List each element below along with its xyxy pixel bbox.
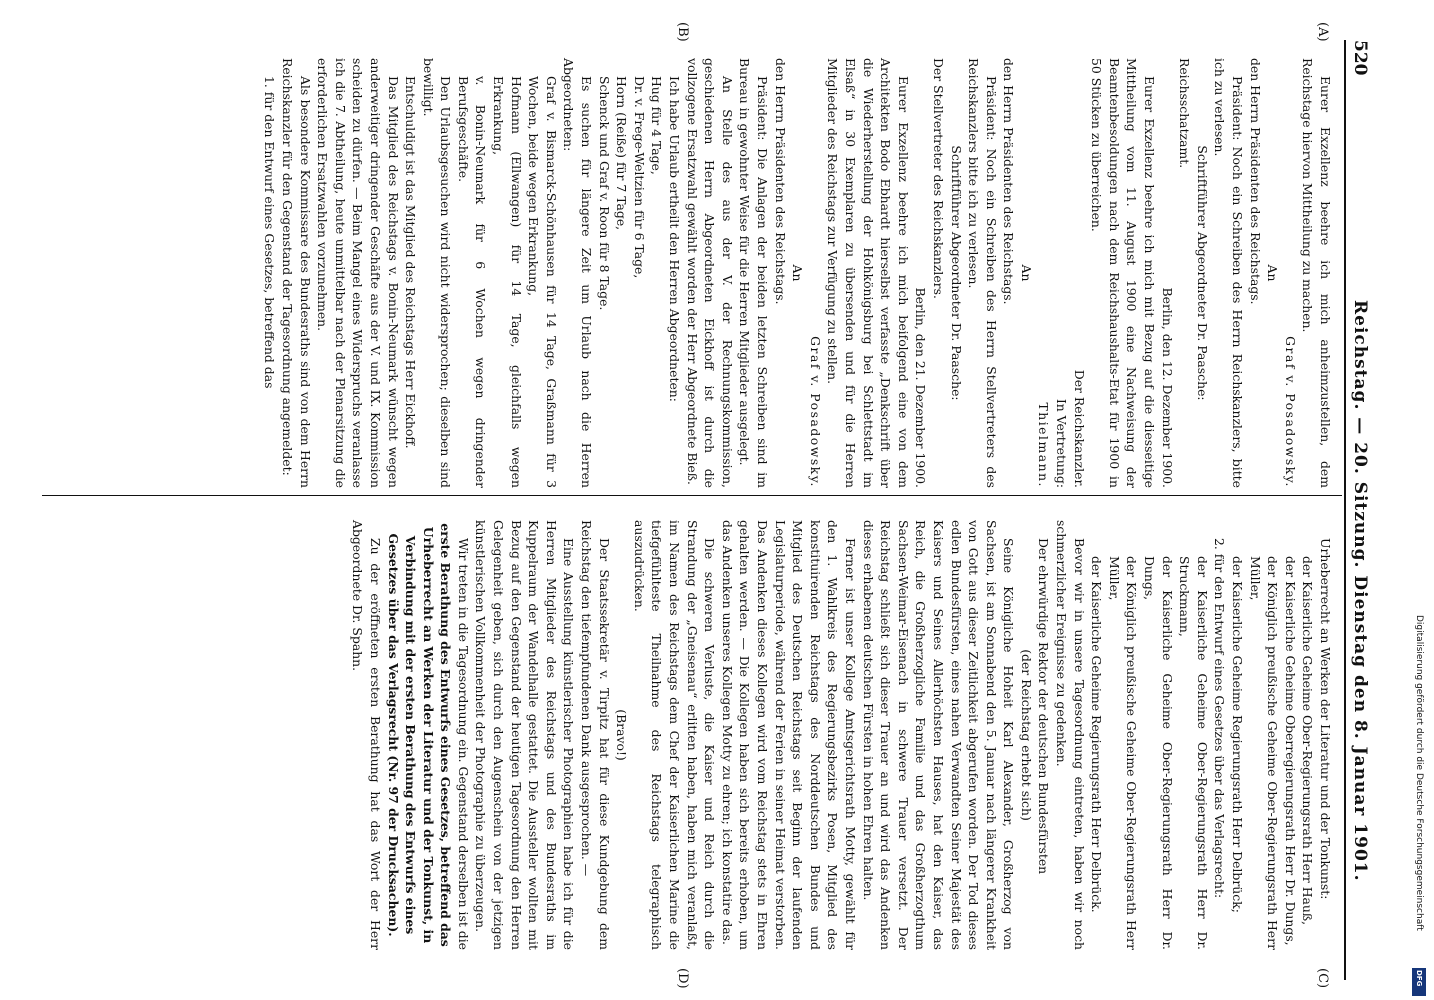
speaker-line: Schriftführer Abgeordneter Dr. Paasche: bbox=[1194, 145, 1210, 401]
list-item: der Königlich preußische Geheime Ober-Regierungsrath Herr Müller, bbox=[1247, 556, 1281, 950]
address-line: den Herrn Präsidenten des Reichstags. bbox=[1001, 58, 1017, 305]
list-item: der Kaiserliche Geheime Ober-Regierungsrath Herr Dr. Dungs, bbox=[1142, 556, 1175, 950]
dateline: Berlin, den 21. Dezember 1900. bbox=[913, 287, 929, 488]
paragraph: Seine Königliche Hoheit Karl Alexander, Großherzog von Sachsen, ist am Sonnabend den 5. Januar nach längerer Krankheit von Gott aus dieser Zeitlichkeit abgerufen worden. Der Tod dieses edlen Bundesfürsten, eines nahen Verwandten Seiner Majestät des Kaisers und Seines Allerhöchsten Hauses, hat den Kaiser, das Reich, die Großherzogliche Familie und das Großherzogthum Sachsen-Weimar-Eisenach in schwere Trauer versetzt. Der Reichstag schließt sich dieser Trauer an und wird das Andenken dieses erhabenen deutschen Fürsten in hohen Ehren halten. bbox=[860, 520, 1017, 950]
signature: In Vertretung: bbox=[1054, 398, 1070, 488]
digitization-note bbox=[1412, 615, 1426, 995]
list-item: Hug für 4 Tage, bbox=[649, 76, 665, 175]
paragraph: Entschuldigt ist das Mitglied des Reichstags Herr Eickhoff. bbox=[403, 76, 419, 449]
list-item: 2. für den Entwurf eines Gesetzes über das Verlagsrecht: bbox=[1212, 538, 1228, 899]
list-item: Horn (Reiße) für 7 Tage, bbox=[614, 76, 630, 231]
paragraph: Als besondere Kommissare des Bundesraths sind von dem Herrn Reichskanzler für den Gegenstand der Tagesordnung angemeldet: bbox=[279, 58, 313, 488]
column-divider bbox=[42, 495, 1342, 496]
digitization-note-text: Digitalisierung gefördert durch die Deutsche Forschungsgemeinschaft bbox=[1414, 615, 1424, 931]
paragraph: Eurer Exzellenz beehre ich mich mit Bezug auf die diesseitige Mittheilung vom 11. August 1900 eine Nachweisung der Beamtenbesoldungen nach dem Reichshaushalts-Etat für 1900 in 50 Stücken zu überreichen. bbox=[1089, 58, 1158, 488]
margin-marker-c: (C) bbox=[1315, 968, 1330, 989]
stage-direction: (Bravo!) bbox=[614, 709, 630, 761]
list-item: Urheberrecht an Werken der Literatur und der Tonkunst: bbox=[1318, 538, 1333, 900]
page-number: 520 bbox=[1350, 40, 1370, 76]
signature: Der Reichskanzler. bbox=[1071, 369, 1087, 488]
margin-marker-d: (D) bbox=[675, 968, 690, 989]
list-item: der Kaiserliche Geheime Regierungsrath Herr Delbrück; bbox=[1230, 556, 1246, 913]
paragraph: Präsident: Die Anlagen der beiden letzten Schreiben sind im Bureau in gewohnter Weise für die Herren Mitglieder ausgelegt. bbox=[737, 58, 770, 488]
list-item: Dr. v. Frege-Weltzien für 6 Tage, bbox=[631, 76, 647, 279]
list-item: Graf v. Bismarck-Schönhausen für 14 Tage, Graßmann für 3 Wochen, beide wegen Erkrankung, bbox=[526, 76, 559, 488]
list-item: der Kaiserliche Geheime Ober-Regierungsrath Herr Hauß, bbox=[1300, 556, 1316, 926]
list-item: der Kaiserliche Geheime Ober-Regierungsrath Herr Dr. Struckmann, bbox=[1177, 556, 1210, 950]
paragraph: Eurer Exzellenz beehre ich mich beifolgend eine von dem Architekten Bodo Ebhardt hierselbst verfasste „Denkschrift über die Wiederherstellung der Hohkönigsburg bei Schlettstadt im Elsaß“ in 30 Exemplaren zu übersenden und für die Herren Mitglieder des Reichstags zur Verfügung zu stellen. bbox=[825, 58, 911, 488]
address-line: An bbox=[790, 264, 806, 282]
paragraph: An Stelle des aus der V. der Rechnungskommission, geschiedenen Herrn Abgeordneten Eickhoff ist durch die vollzogene Ersatzwahl gewählt worden der Herr Abgeordnete Bieß. bbox=[684, 58, 735, 488]
header-rule bbox=[1344, 40, 1346, 980]
signature: Graf v. Posadowsky. bbox=[807, 336, 823, 488]
dfg-logo-text: DFG bbox=[1415, 970, 1423, 987]
dateline: Berlin, den 12. Dezember 1900. bbox=[1159, 287, 1175, 488]
paragraph: Eine Ausstellung künstlerischer Photographien habe ich für die Herren Mitglieder des Reichstags und des Bundesraths im Kuppelraum der Wandelhalle gestattet. Die Aussteller wollten mit Bezug auf den Gegenstand der heutigen Tagesordnung den Herren Gelegenheit geben, sich durch den Augenschein von der jetzigen künstlerischen Vollkommenheit der Photographie zu überzeugen. bbox=[473, 520, 577, 950]
paragraph: Eurer Exzellenz beehre ich mich anheimzustellen, dem Reichstage hiervon Mittheilung zu machen. bbox=[1300, 58, 1333, 488]
list-item: der Königlich preußische Geheime Ober-Regierungsrath Herr Müller, bbox=[1106, 556, 1140, 950]
signature: Graf v. Posadowsky. bbox=[1282, 336, 1298, 488]
paragraph: Zu der eröffneten ersten Berathung hat das Wort der Herr Abgeordnete Dr. Spahn. bbox=[350, 520, 383, 950]
list-item: der Kaiserliche Geheime Oberregierungsrath Herr Dr. Dungs, bbox=[1282, 556, 1298, 946]
stage-direction: (der Reichstag erhebt sich) bbox=[1018, 649, 1034, 821]
paragraph: Präsident: Noch ein Schreiben des Herrn Stellvertreters des Reichskanzlers bitte ich zu verlesen. bbox=[966, 58, 999, 488]
paragraph: Die schweren Verluste, die Kaiser und Reich durch die Strandung der „Gneisenau“ erlitten haben, haben mich veranlaßt, im Namen des Reichstags dem Chef der Kaiserlichen Marine die tiefgefühlteste Theilnahme des Reichstags telegraphisch auszudrücken. bbox=[631, 520, 718, 950]
left-column bbox=[261, 58, 1334, 488]
page-header bbox=[1340, 0, 1380, 1000]
margin-marker-b: (B) bbox=[675, 22, 690, 42]
paragraph: Der Staatssekretär v. Tirpitz hat für diese Kundgebung dem Reichstag den tiefempfundenen Dank ausgesprochen. — bbox=[579, 520, 612, 950]
paragraph: Das Mitglied des Reichstags v. Bonin-Neumark wünscht wegen anderweitiger dringender Geschäfte aus der V. und IX. Kommission scheiden zu dürfen. — Beim Mangel eines Widerspruchs veranlasse ich die 7. Abtheilung, heute unmittelbar nach der Plenarsitzung die erforderlichen Ersatzwahlen vorzunehmen. bbox=[315, 58, 401, 488]
paragraph: Ich habe Urlaub ertheilt den Herren Abgeordneten: bbox=[667, 76, 683, 402]
address-line: den Herrn Präsidenten des Reichstags. bbox=[772, 58, 788, 305]
right-column bbox=[349, 520, 1334, 950]
signature: Thielmann. bbox=[1036, 402, 1052, 488]
paragraph: Den Urlaubsgesuchen wird nicht widersprochen; dieselben sind bewilligt. bbox=[420, 58, 454, 488]
margin-marker-a: (A) bbox=[1315, 22, 1330, 42]
address-line: den Herrn Präsidenten des Reichstags. bbox=[1247, 58, 1263, 305]
paragraph: Wir treten in die Tagesordnung ein. Gegenstand derselben ist die bbox=[455, 538, 471, 950]
paragraph: Es suchen für längere Zeit um Urlaub nach die Herren Abgeordneten: bbox=[561, 58, 595, 488]
paragraph: Der ehrwürdige Rektor der deutschen Bundesfürsten bbox=[1036, 538, 1052, 875]
paragraph: Ferner ist unser Kollege Amtsgerichtsrath Motty, gewählt für den 1. Wahlkreis des Regierungsbezirks Posen, Mitglied des konstituirenden Reichstags des Norddeutschen Bundes und Mitglied des Deutschen Reichstags seit Beginn der laufenden Legislaturperiode, während der Ferien in seiner Heimat verstorben. Das Andenken dieses Kollegen wird vom Reichstag stets in Ehren gehalten werden. — Die Kollegen haben sich bereits erhoben, um das Andenken unseres Kollegen Motty zu ehren; ich konstatire das. bbox=[719, 520, 858, 950]
address-line: An bbox=[1018, 264, 1034, 282]
agenda-item: erste Berathung des Entwurfs eines Gesetzes, betreffend das Urheberrecht an Werken der Literatur und der Tonkunst, in Verbindung mit der ersten Berathung des Entwurfs eines Gesetzes über das Verlagsrecht (Nr. 97 der Drucksachen). bbox=[385, 523, 454, 947]
letterhead: Reichsschatzamt. bbox=[1177, 58, 1193, 169]
paragraph: Präsident: Noch ein Schreiben des Herrn Reichskanzlers, bitte ich zu verlesen. bbox=[1212, 58, 1246, 488]
list-item: 1. für den Entwurf eines Gesetzes, betreffend das bbox=[262, 76, 278, 389]
paragraph: Bevor wir in unsere Tagesordnung eintreten, haben wir noch schmerzlicher Ereignisse zu gedenken. bbox=[1054, 520, 1087, 950]
dfg-logo bbox=[1412, 968, 1426, 996]
list-item: der Kaiserliche Geheime Regierungsrath Herr Delbrück. bbox=[1089, 556, 1105, 913]
page-title: Reichstag. — 20. Sitzung. Dienstag den 8. Januar 1901. bbox=[1350, 300, 1370, 882]
list-item: v. Bonin-Neumark für 6 Wochen wegen dringender Berufsgeschäfte. bbox=[455, 76, 489, 488]
list-item: Hofmann (Ellwangen) für 14 Tage, gleichfalls wegen Erkrankung, bbox=[491, 76, 524, 488]
letterhead: Der Stellvertreter des Reichskanzlers. bbox=[930, 58, 946, 299]
list-item: Schenck und Graf v. Roon für 8 Tage. bbox=[596, 76, 612, 311]
speaker-line: Schriftführer Abgeordneter Dr. Paasche: bbox=[948, 145, 964, 401]
address-line: An bbox=[1265, 264, 1281, 282]
